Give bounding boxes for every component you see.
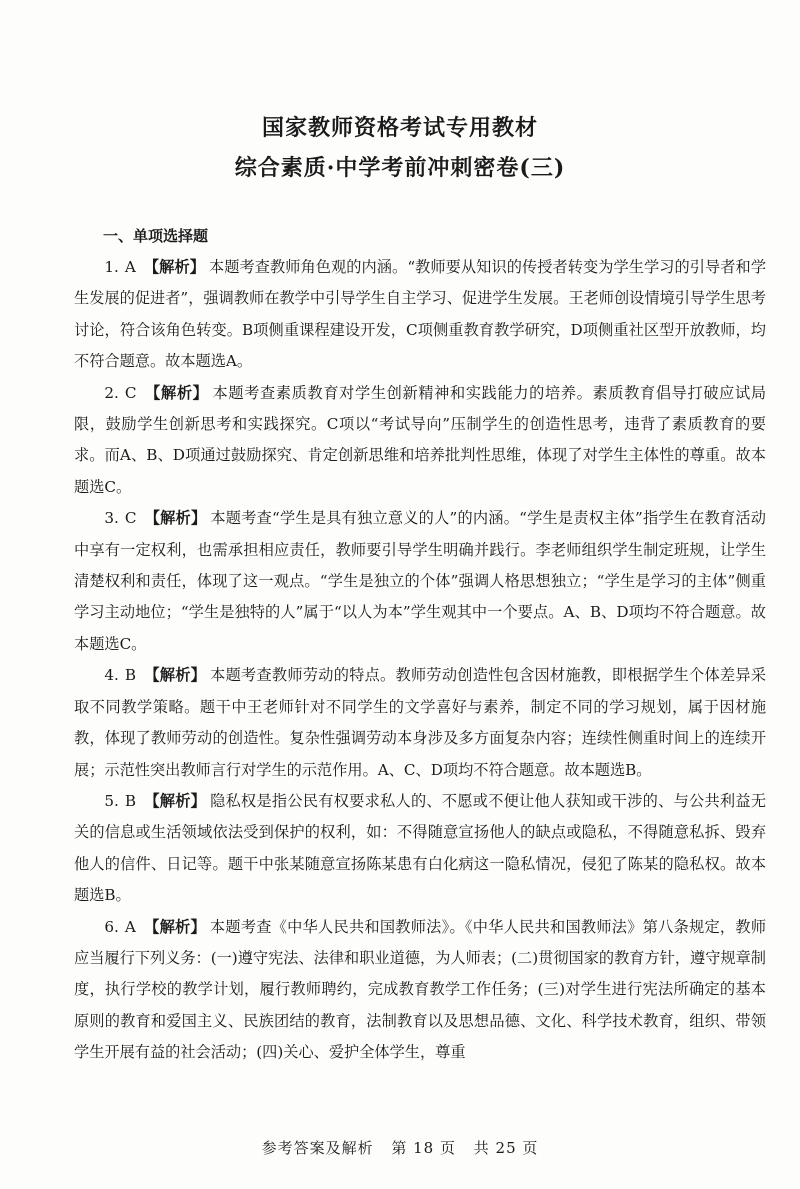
item-text: 本题考查教师劳动的特点。教师劳动创造性包含因材施教，即根据学生个体差异采取不同教学策略。题干中王老师针对不同学生的文学喜好与素养，制定不同的学习规划，属于因材施教，体现了教师劳动的创造性。复杂性强调劳动本身涉及多方面复杂内容；连续性侧重时间上的连续开展；示范性突出教师言行对学生的示范作用。A、C、D项均不符合题意。故本题选B。: [74, 666, 767, 779]
analysis-tag: 【解析】: [144, 666, 207, 685]
answer-list: [74, 252, 766, 1069]
analysis-tag: 【解析】: [144, 509, 207, 528]
paper-title: 综合素质·中学考前冲刺密卷(三): [234, 155, 566, 181]
analysis-tag: 【解析】: [144, 791, 207, 810]
analysis-tag: 【解析】: [143, 258, 205, 276]
item-text: 本题考查教师角色观的内涵。“教师要从知识的传授者转变为学生学习的引导者和学生发展的促进者”，强调教师在教学中引导学生自主学习、促进学生发展。王老师创设情境引导学生思考讨论，符合该角色转变。B项侧重课程建设开发，C项侧重教育教学研究，D项侧重社区型开放教师，均不符合题意。故本题选A。: [74, 258, 767, 371]
item-number: 4.: [104, 666, 119, 685]
item-text: 本题考查《中华人民共和国教师法》。《中华人民共和国教师法》第八条规定，教师应当履行下列义务：(一)遵守宪法、法律和职业道德，为人师表；(二)贯彻国家的教育方针，遵守规章制度，执行学校的教学计划，履行教师聘约，完成教育教学工作任务；(三)对学生进行宪法所确定的基本原则的教育和爱国主义、民族团结的教育，法制教育以及思想品德、文化、科学技术教育，组织、带领学生开展有益的社会活动；(四)关心、爱护全体学生，尊重: [74, 917, 767, 1062]
item-number: 1.: [104, 258, 119, 276]
item-answer: A: [124, 258, 136, 276]
item-answer: C: [124, 383, 137, 402]
answer-item-2: [74, 378, 766, 504]
item-answer: A: [124, 917, 136, 936]
section-heading: 一、单项选择题: [103, 227, 209, 245]
answer-item-4: [74, 660, 766, 786]
analysis-tag: 【解析】: [143, 917, 206, 936]
item-number: 2.: [104, 383, 119, 402]
footer-label: 参考答案及解析: [261, 1139, 374, 1157]
item-text: 本题考查素质教育对学生创新精神和实践能力的培养。素质教育倡导打破应试局限，鼓励学生创新思考和实践探究。C项以“考试导向”压制学生的创造性思考，违背了素质教育的要求。而A、B、D项通过鼓励探究、肯定创新思维和培养批判性思维，体现了对学生主体性的尊重。故本题选C。: [74, 383, 767, 496]
item-answer: B: [124, 791, 137, 810]
item-text: 本题考查“学生是具有独立意义的人”的内涵。“学生是责权主体”指学生在教育活动中享有一定权利，也需承担相应责任，教师要引导学生明确并践行。李老师组织学生制定班规，让学生清楚权利和责任，体现了这一观点。“学生是独立的个体”强调人格思想独立；“学生是学习的主体”侧重学习主动地位；“学生是独特的人”属于“以人为本”学生观其中一个要点。A、B、D项均不符合题意。故本题选C。: [74, 509, 766, 653]
answer-item-3: [74, 503, 766, 660]
item-text: 隐私权是指公民有权要求私人的、不愿或不便让他人获知或干涉的、与公共利益无关的信息或生活领域依法受到保护的权利，如：不得随意宣扬他人的缺点或隐私，不得随意私拆、毁弃他人的信件、日记等。题干中张某随意宣扬陈某患有白化病这一隐私情况，侵犯了陈某的隐私权。故本题选B。: [74, 791, 767, 905]
answer-item-5: [74, 786, 766, 912]
page-total: 共 25 页: [473, 1139, 539, 1157]
item-number: 6.: [104, 917, 119, 936]
book-title: 国家教师资格考试专用教材: [261, 115, 538, 141]
item-number: 3.: [104, 509, 119, 528]
answer-item-6: [74, 912, 766, 1069]
page-number: 第 18 页: [391, 1139, 456, 1157]
item-answer: B: [124, 666, 137, 685]
page-footer: [0, 1138, 800, 1158]
analysis-tag: 【解析】: [144, 383, 209, 402]
answer-item-1: [74, 252, 766, 378]
item-answer: C: [124, 509, 137, 528]
title-block: [0, 108, 800, 188]
item-number: 5.: [104, 791, 119, 810]
